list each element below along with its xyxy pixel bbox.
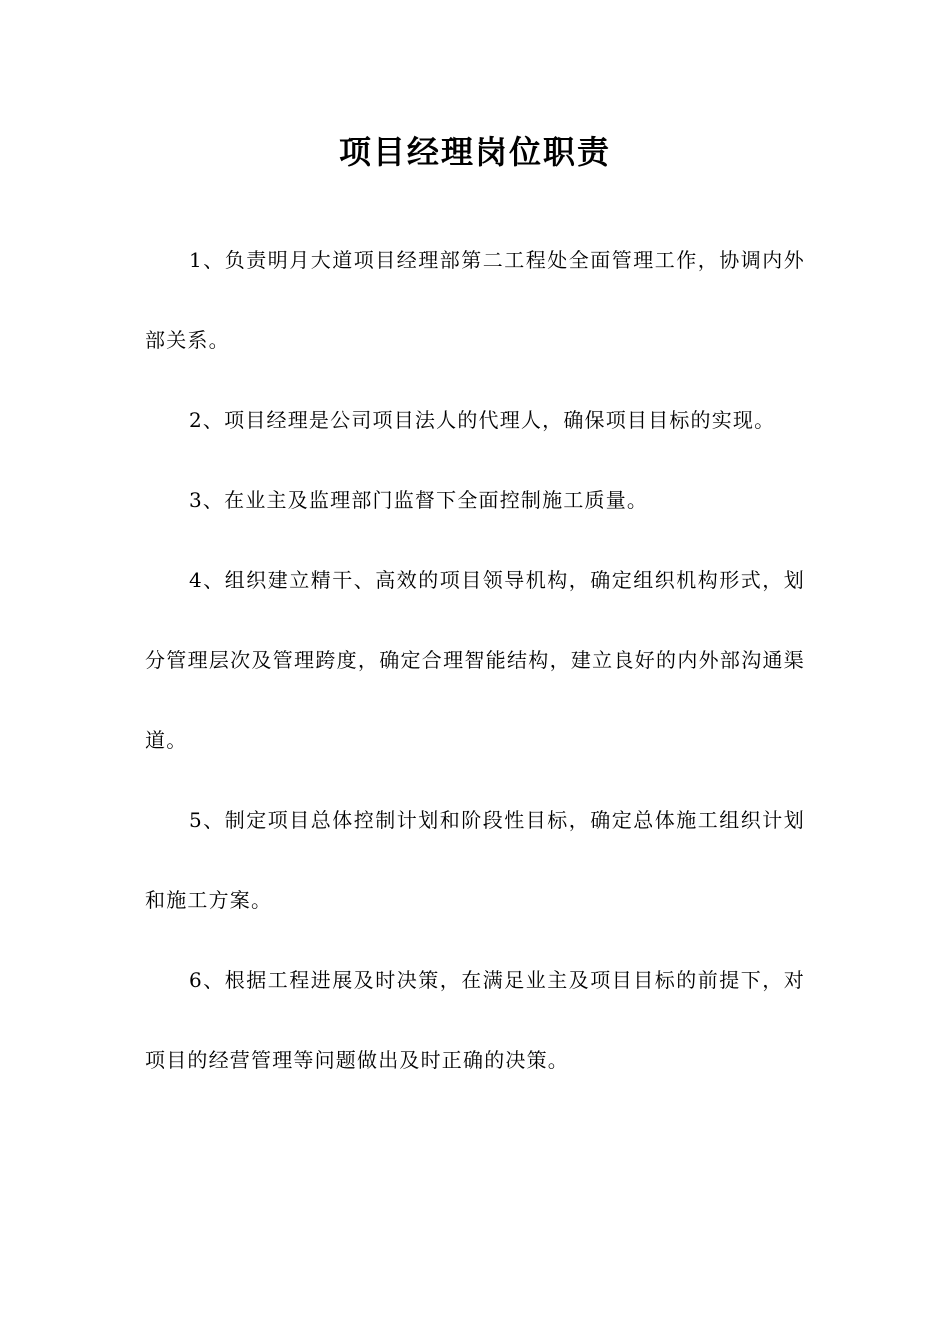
paragraph-1: 1、负责明月大道项目经理部第二工程处全面管理工作，协调内外部关系。 <box>145 248 805 352</box>
paragraph-6: 6、根据工程进展及时决策，在满足业主及项目目标的前提下，对项目的经营管理等问题做出及时正确的决策。 <box>145 968 805 1072</box>
document-title: 项目经理岗位职责 <box>338 133 611 171</box>
paragraph-5: 5、制定项目总体控制计划和阶段性目标，确定总体施工组织计划和施工方案。 <box>145 808 805 912</box>
document-body <box>145 220 805 1100</box>
paragraph-3: 3、在业主及监理部门监督下全面控制施工质量。 <box>189 488 649 512</box>
paragraph-2: 2、项目经理是公司项目法人的代理人，确保项目目标的实现。 <box>189 408 776 432</box>
paragraph-4: 4、组织建立精干、高效的项目领导机构，确定组织机构形式，划分管理层次及管理跨度，确定合理智能结构，建立良好的内外部沟通渠道。 <box>145 568 805 752</box>
